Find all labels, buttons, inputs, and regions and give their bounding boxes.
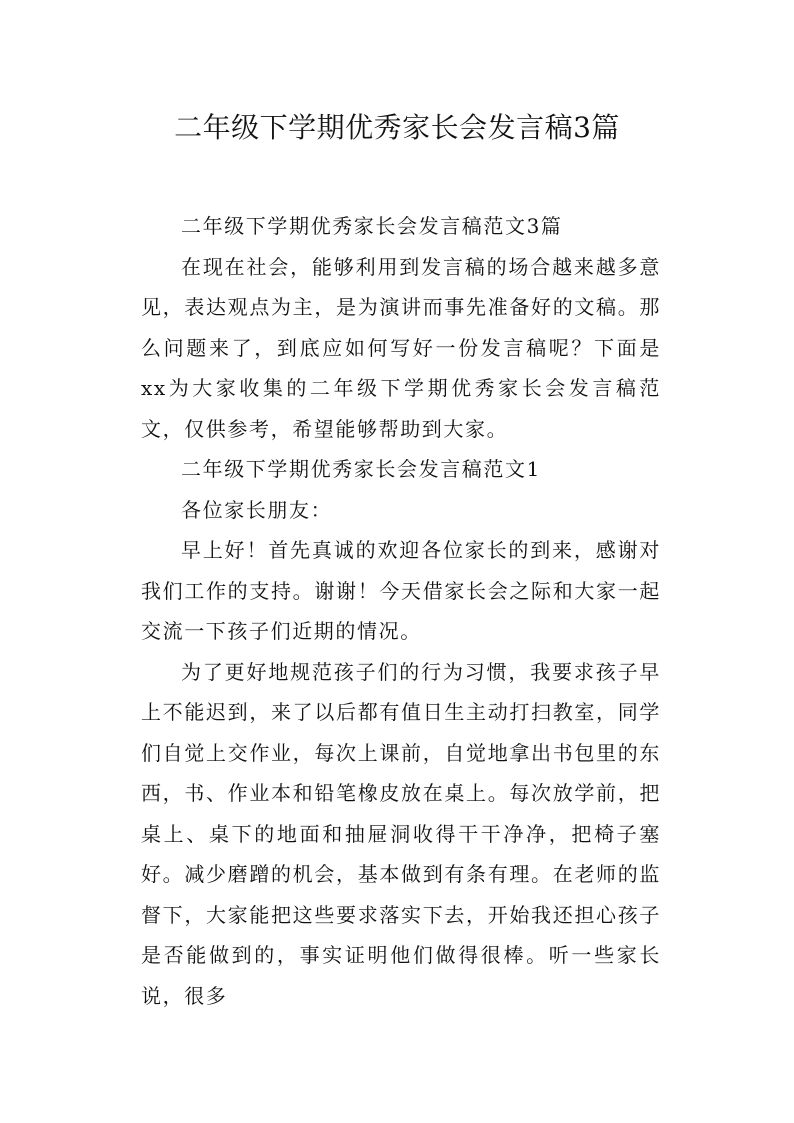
section-heading: 二年级下学期优秀家长会发言稿范文1: [181, 457, 541, 481]
intro-paragraph: 在现在社会，能够利用到发言稿的场合越来越多意见，表达观点为主，是为演讲而事先准备好的文稿。那么问题来了，到底应如何写好一份发言稿呢？下面是xx为大家收集的二年级下学期优秀家长会发言稿范文，仅供参考，希望能够帮助到大家。: [141, 254, 661, 441]
subtitle-paragraph: 二年级下学期优秀家长会发言稿范文3篇: [181, 214, 563, 238]
document-body: [141, 206, 661, 1016]
salutation-paragraph: 各位家长朋友：: [181, 497, 333, 522]
document-title: 二年级下学期优秀家长会发言稿3篇: [174, 111, 620, 144]
body-paragraph: 为了更好地规范孩子们的行为习惯，我要求孩子早上不能迟到，来了以后都有值日生主动打扫教室，同学们自觉上交作业，每次上课前，自觉地拿出书包里的东西，书、作业本和铅笔橡皮放在桌上。每次放学前，把桌上、桌下的地面和抽屉洞收得干干净净，把椅子塞好。减少磨蹭的机会，基本做到有条有理。在老师的监督下，大家能把这些要求落实下去，开始我还担心孩子是否能做到的，事实证明他们做得很棒。听一些家长说，很多: [141, 659, 661, 1008]
greeting-paragraph: 早上好！首先真诚的欢迎各位家长的到来，感谢对我们工作的支持。谢谢！今天借家长会之际和大家一起交流一下孩子们近期的情况。: [141, 538, 661, 643]
